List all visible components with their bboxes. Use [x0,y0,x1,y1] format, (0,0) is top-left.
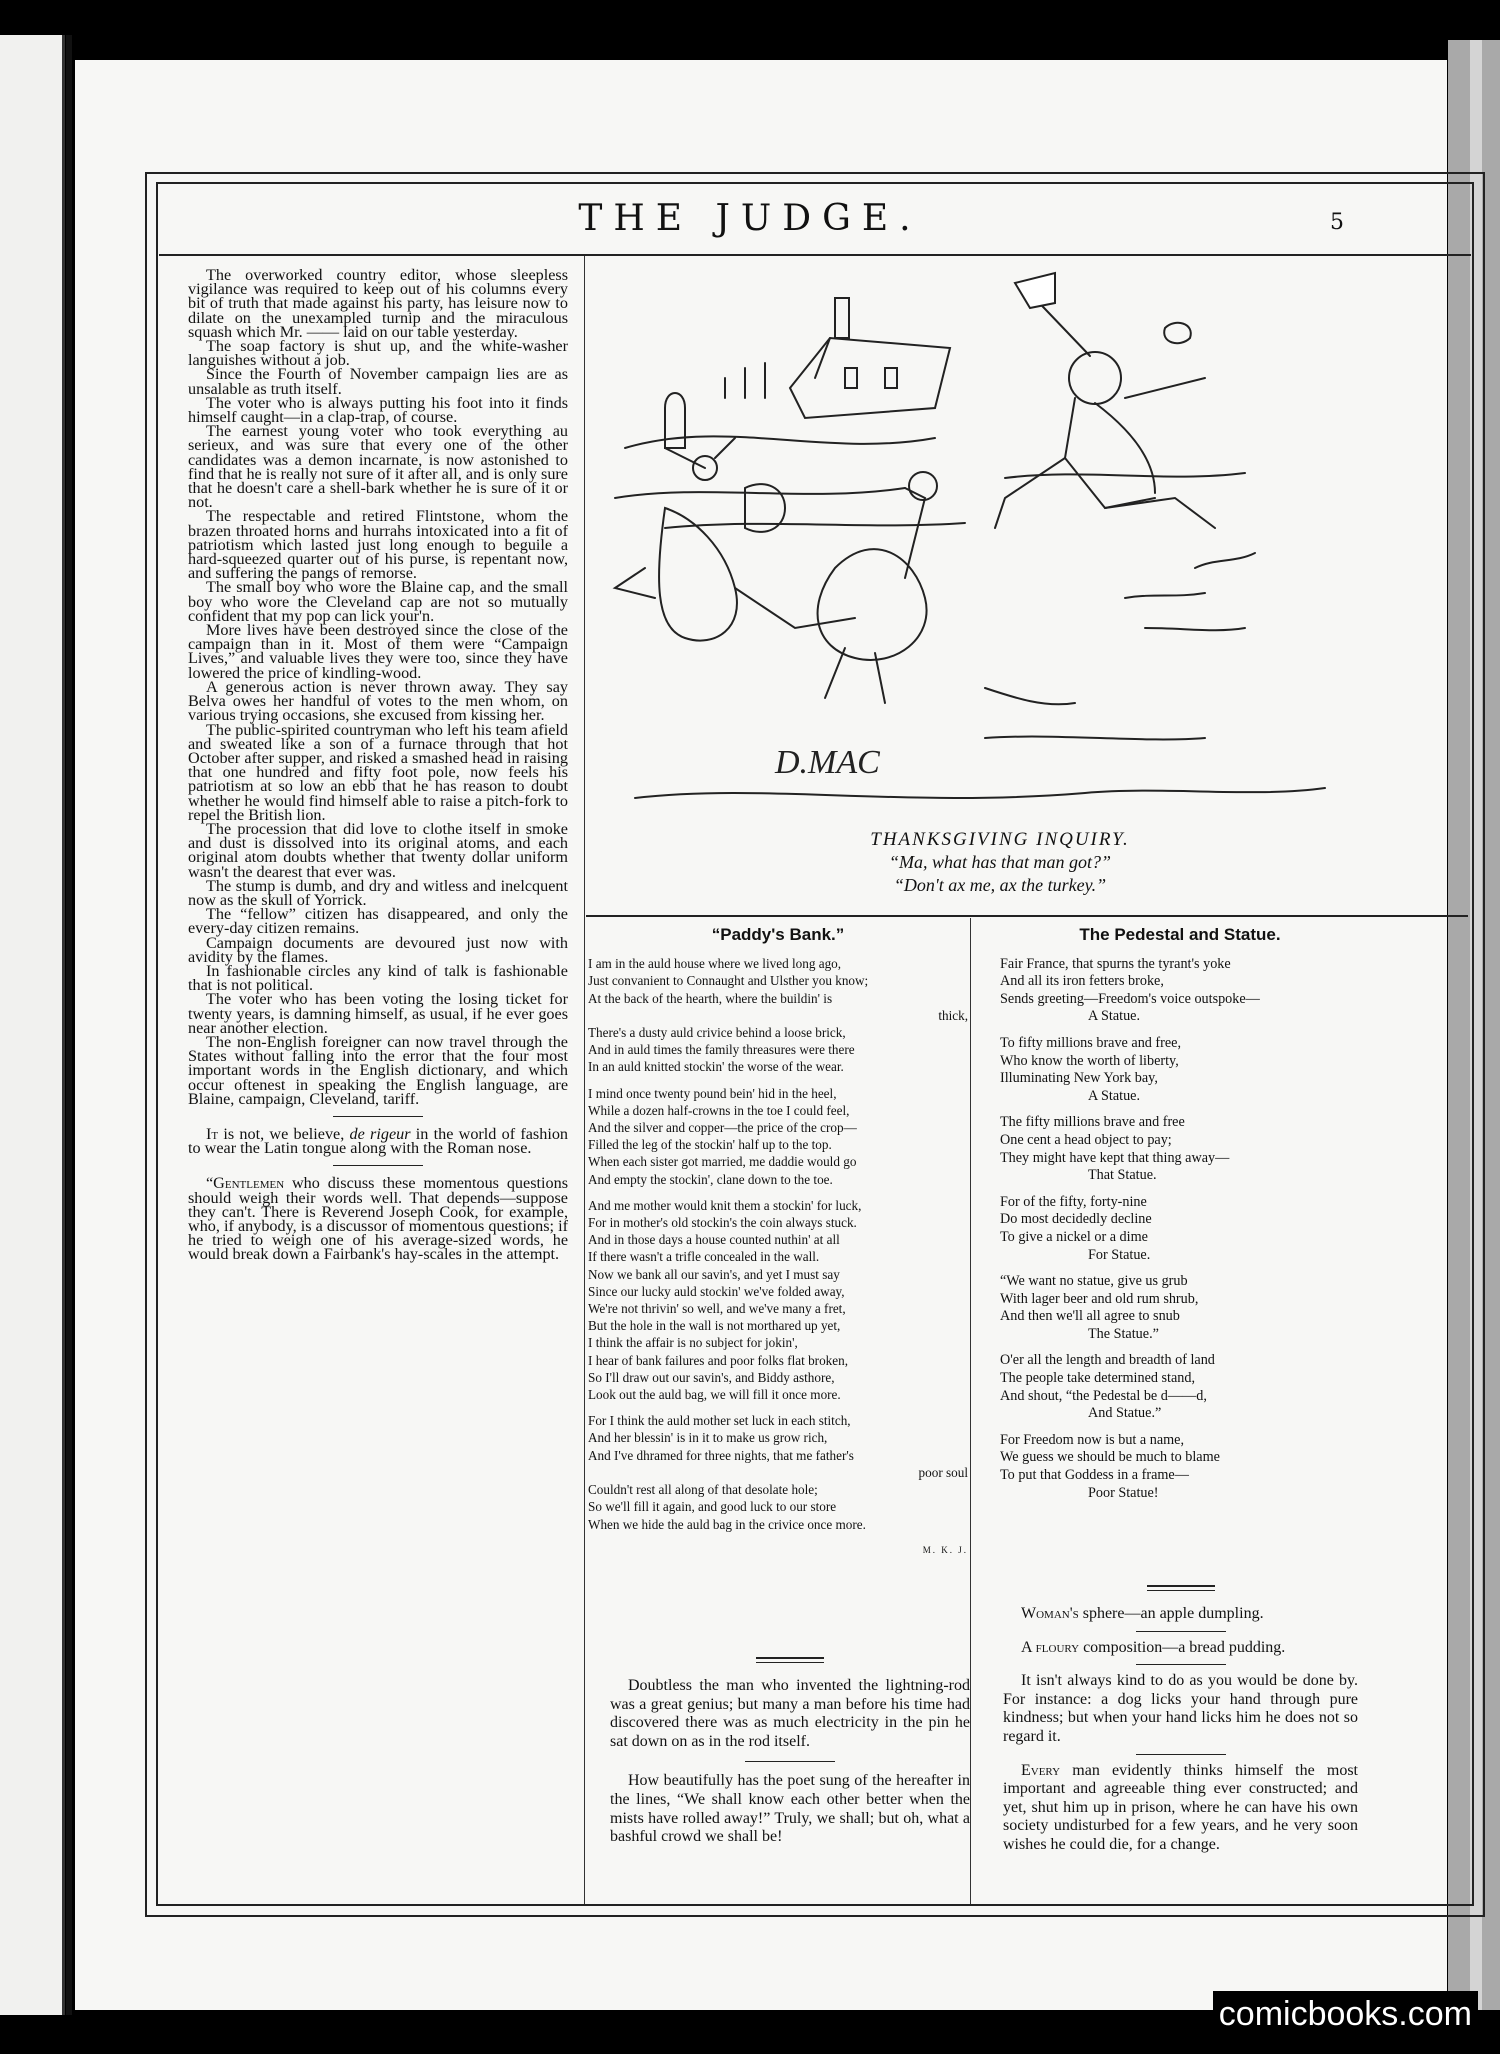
gentlemen-paragraph [188,1174,568,1264]
poem-line: We're not thrivin' so well, and we've many a fret, [588,1301,846,1317]
poem-line: Just convanient to Connaught and Ulsther you know; [588,973,869,989]
section-rule [1136,1754,1226,1755]
poem-line: They might have kept that thing away— [1000,1149,1230,1166]
section-rule [333,1116,423,1117]
poem-refrain: Poor Statue! [1088,1484,1159,1501]
paragraph [1003,1605,1358,1624]
stanza [1000,1194,1360,1264]
poem-refrain: A Statue. [1088,1008,1141,1025]
section-rule [1147,1585,1215,1591]
poem-line: While a dozen half-crowns in the toe I could feel, [588,1102,850,1118]
italic-phrase: de rigeur [349,1124,411,1143]
paragraph: A generous action is never thrown away. They say Belva owes her handful of votes to the men whom, on various trying occasions, she excused from kissing her. [188,677,568,725]
poem-line: And then we'll all agree to snub [1000,1308,1180,1325]
stanza [1000,956,1360,1026]
paragraph [1003,1762,1358,1855]
poem-line: So we'll fill it again, and good luck to our store [588,1499,837,1515]
lead-word: Woman's [1021,1605,1079,1622]
section-rule [586,915,1468,917]
poem-line: With lager beer and old rum shrub, [1000,1290,1199,1307]
left-page-margin [0,35,65,2015]
masthead-title: THE JUDGE. [578,198,922,239]
poem-refrain: For Statue. [1088,1246,1151,1263]
poem-line: The people take determined stand, [1000,1370,1196,1387]
poem-line: I think the affair is no subject for jokin', [588,1335,798,1351]
poem-title: “Paddy's Bank.” [711,925,845,944]
poem-line: For of the fifty, forty-nine [1000,1193,1147,1210]
lead-word: “Gentlemen [206,1174,285,1193]
poem-line: But the hole in the wall is not morthared up yet, [588,1318,841,1334]
page-number: 5 [1330,210,1344,235]
poem-line: thick, [938,1007,968,1023]
masthead-rule [159,254,1471,256]
editorial-column [188,268,568,1262]
poem-refrain: That Statue. [1088,1167,1157,1184]
stanza [588,1085,968,1188]
lead-word: It [206,1124,219,1143]
section-rule [1136,1664,1226,1665]
poem-line: Fair France, that spurns the tyrant's yoke [1000,955,1231,972]
text-run: composition—a bread pudding. [1079,1638,1286,1656]
stanza [588,955,968,1075]
poem-line: And I've dhramed for three nights, that me father's [588,1447,854,1463]
poem-line: For Freedom now is but a name, [1000,1431,1185,1448]
poem-line: There's a dusty auld crivice behind a loose brick, [588,1025,846,1041]
poem-line: Sends greeting—Freedom's voice outspoke— [1000,990,1260,1007]
stanza [1000,1273,1360,1343]
paragraph: The overworked country editor, whose sleepless vigilance was required to keep out of his columns every bit of truth that made against his party, has leisure now to dilate on the unexampled turnip and the miraculous squash which Mr. —— laid on our table yesterday. [188,266,568,341]
column2-bottom [610,1657,970,1847]
poem-line: At the back of the hearth, where the buildin' is [588,990,833,1006]
paragraph: The non-English foreigner can now travel through the States without falling into the error that the four most important words in the English dictionary, and which occur oftenest in speaking the English language, are Blaine, campaign, Cleveland, tariff. [188,1032,568,1108]
poem-line: And in those days a house counted nuthin' at all [588,1232,840,1248]
poem-line: Couldn't rest all along of that desolate hole; [588,1482,818,1498]
poem-line: O'er all the length and breadth of land [1000,1352,1215,1369]
poem-line: To fifty millions brave and free, [1000,1034,1182,1051]
poem-line: Now we bank all our savin's, and yet I must say [588,1266,840,1282]
poem-refrain: And Statue.” [1088,1405,1162,1422]
poem-line: And me mother would knit them a stockin' for luck, [588,1197,862,1213]
poem-line: Look out the auld bag, we will fill it once more. [588,1387,841,1403]
caption-line: “Don't ax me, ax the turkey.” [893,875,1107,895]
poem-line: In an auld knitted stockin' the worse of the wear. [588,1059,844,1075]
paragraph: The small boy who wore the Blaine cap, and the small boy who wore the Cleveland cap are not so mutually confident that my pop can lick your'n. [188,578,568,625]
poem-line: Do most decidedly decline [1000,1211,1152,1228]
text-run: sphere—an apple dumpling. [1078,1605,1264,1622]
thanksgiving-cartoon [605,268,1335,818]
poem-line: To put that Goddess in a frame— [1000,1467,1189,1484]
column3-bottom [1003,1585,1358,1855]
poem-line: The fifty millions brave and free [1000,1114,1185,1131]
poem-line: If there wasn't a trifle concealed in the wall. [588,1249,820,1265]
paddys-bank-poem [588,926,968,1559]
poem-line: Filled the leg of the stockin' half up to the top. [588,1137,832,1153]
poem-line: Who know the worth of liberty, [1000,1052,1179,1069]
stanza [1000,1114,1360,1184]
stanza [1000,1432,1360,1502]
poem-line: To give a nickel or a dime [1000,1228,1148,1245]
column-divider-left [584,256,585,1904]
caption-title: THANKSGIVING INQUIRY. [870,829,1130,850]
paragraph: More lives have been destroyed since the close of the campaign than in it. Most of them were “Campaign Lives,” and valuable lives they were too, since they have lowered the price of kindling-wood. [188,621,568,682]
paragraph: Campaign documents are devoured just now with avidity by the flames. [188,933,568,966]
text-run: is not, we believe, [218,1124,350,1143]
poem-line: poor soul [918,1464,968,1480]
section-rule [1136,1631,1226,1632]
paragraph: How beautifully has the poet sung of the hereafter in the lines, “We shall know each other better when the mists have rolled away!” Truly, we shall; but oh, what a bashful crowd we shall be! [610,1772,970,1846]
poem-line: “We want no statue, give us grub [1000,1273,1188,1290]
poem-line: So I'll draw out our savin's, and Biddy asthore, [588,1369,835,1385]
book-gutter [66,35,72,2015]
artist-signature: D.MAC [775,744,880,781]
poem-line: And shout, “the Pedestal be d——d, [1000,1387,1207,1404]
poem-line: And empty the stockin', clane down to the toe. [588,1171,833,1187]
poem-line: Illuminating New York bay, [1000,1070,1158,1087]
paragraph: The “fellow” citizen has disappeared, and only the every-day citizen remains. [188,905,568,938]
cartoon-caption [585,828,1415,897]
text-run: man evidently thinks himself the most important and agreeable thing ever constructed; and yet, shut him up in prison, where he can have his own society undisturbed for a few years, and he very soon wishes he could die, for a change. [1003,1761,1358,1853]
author-initials: M. K. J. [922,1544,968,1555]
poem-line: I hear of bank failures and poor folks flat broken, [588,1352,848,1368]
lead-word: A floury [1021,1638,1080,1656]
watermark-logo: comicbooks.com [1213,1991,1478,2038]
poem-line: And all its iron fetters broke, [1000,973,1164,990]
stanza [588,1412,968,1532]
paragraph: The earnest young voter who took everything au serieux, and was sure that every one of the other candidates was a demon incarnate, is now astonished to find that he is really not sure of it after all, and is only sure that he doesn't care a shell-bark whether he is sure of it or not. [188,422,568,512]
paragraph: The respectable and retired Flintstone, whom the brazen throated horns and hurrahs intoxicated into a fit of patriotism which lasted just long enough to beguile a hard-squeezed quarter out of his purse, is repentant now, and suffering the pangs of remorse. [188,507,568,583]
column-divider-right [970,918,971,1904]
latin-paragraph [188,1124,569,1158]
poem-line: I am in the auld house where we lived long ago, [588,956,842,972]
lead-word: Every [1021,1761,1061,1779]
caption-line: “Ma, what has that man got?” [888,852,1112,872]
poem-line: When each sister got married, me daddie would go [588,1154,857,1170]
poem-line: We guess we should be much to blame [1000,1449,1220,1466]
paragraph: The voter who is always putting his foot into it finds himself caught—in a clap-trap, of course. [188,393,568,427]
paragraph [1003,1639,1358,1658]
paragraph: The public-spirited countryman who left his team afield and sweated like a son of a furnace through that hot October after supper, and risked a smashed head in raising that one hundred and fifty foot pole, now feels his patriotism at so low an ebb that he has reason to doubt whether he would find himself able to raise a pitch-fork to repel the British lion. [188,720,568,824]
poem-line: And her blessin' is in it to make us grow rich, [588,1430,828,1446]
poem-title: The Pedestal and Statue. [1079,925,1281,944]
paragraph: The procession that did love to clothe itself in smoke and dust is dissolved into its original atoms, and each original atom doubts whether that twenty dollar uniform wasn't the dearest that ever was. [188,819,568,881]
poem-line: For in mother's old stockin's the coin always stuck. [588,1215,857,1231]
paragraph: It isn't always kind to do as you would be done by. For instance: a dog licks your hand through pure kindness; but when your hand licks him he does not so regard it. [1003,1672,1358,1745]
pedestal-statue-poem [1000,926,1360,1511]
paragraph: The stump is dumb, and dry and witless and inelcquent now as the skull of Yorrick. [188,876,568,909]
text-run: who discuss these momentous questions should weigh their words well. That depends—suppose they can't. There is Reverend Joseph Cook, for example, who, if anybody, is a discussor of momentous questions; if he tried to weigh one of his average-sized words, he would break down a Fairbank's hay-scales in the attempt. [188,1174,568,1264]
text-run: in the world of fashion to wear the Latin tongue along with the Roman nose. [188,1124,569,1158]
poem-refrain: The Statue.” [1088,1325,1159,1342]
section-rule [745,1761,835,1762]
poem-line: When we hide the auld bag in the crivice once more. [588,1516,866,1532]
paragraph: The soap factory is shut up, and the white-washer languishes without a job. [188,337,568,370]
poem-line: Since our lucky auld stockin' we've folded away, [588,1283,845,1299]
poem-line: And the silver and copper—the price of the crop— [588,1120,857,1136]
poem-line: I mind once twenty pound bein' hid in the heel, [588,1085,837,1101]
stanza [588,1197,968,1403]
paragraph: Since the Fourth of November campaign lies are as unsalable as truth itself. [188,365,568,398]
paragraph: In fashionable circles any kind of talk is fashionable that is not political. [188,961,568,995]
paragraph: Doubtless the man who invented the lightning-rod was a great genius; but many a man before his time had discovered there was as much electricity in the pin he sat down on as in the rod itself. [610,1677,970,1750]
poem-line: For I think the auld mother set luck in each stitch, [588,1413,851,1429]
poem-line: And in auld times the family threasures were there [588,1042,855,1058]
paragraph: The voter who has been voting the losing ticket for twenty years, is damning himself, as usual, if he ever goes near another election. [188,990,568,1037]
poem-line: One cent a head object to pay; [1000,1131,1172,1148]
section-rule [756,1657,824,1663]
poem-refrain: A Statue. [1088,1087,1141,1104]
section-rule [333,1165,423,1166]
stanza [1000,1352,1360,1422]
stanza [1000,1035,1360,1105]
